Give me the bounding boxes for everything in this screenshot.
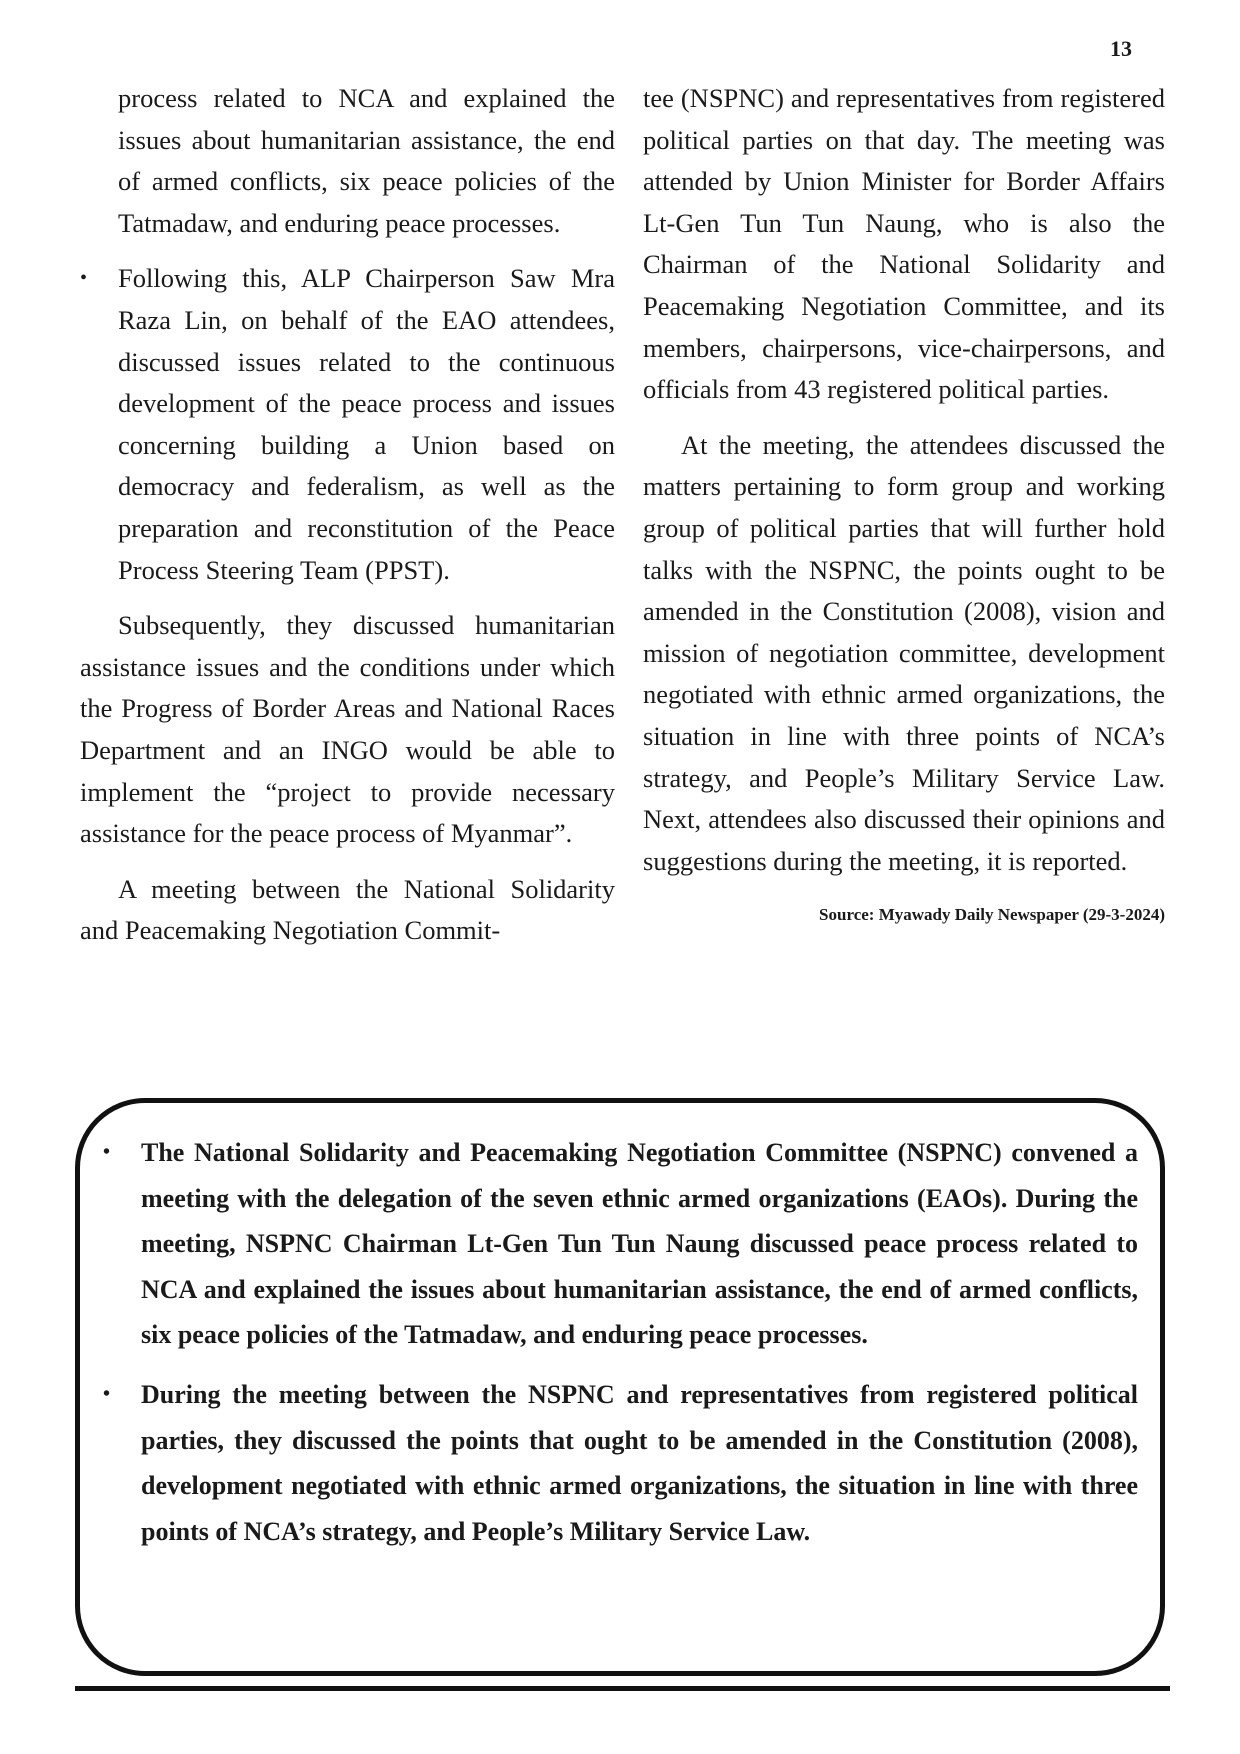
page-number: 13 [1110,36,1132,61]
body-paragraph: tee (NSPNC) and representatives from registered political parties on that day. The meeting was attended by Union Minister for Border Affairs Lt-Gen Tun Tun Naung, who is also the Chairman of the National Solidarity and Peacemaking Negotiation Committee, and its members, chairpersons, vice-chairpersons, and officials from 43 registered political parties. [643,83,1165,405]
summary-list-item [98,1130,1138,1358]
bullet-icon: • [103,1382,111,1405]
summary-item-text: During the meeting between the NSPNC and representatives from registered political parties, they discussed the points that ought to be amended in the Constitution (2008), development negotiated with ethnic armed organizations, the situation in line with three points of NCA’s strategy, and People’s Military Service Law. [141,1379,1138,1546]
summary-item-text: The National Solidarity and Peacemaking Negotiation Committee (NSPNC) convened a meeting with the delegation of the seven ethnic armed organizations (EAOs). During the meeting, NSPNC Chairman Lt-Gen Tun Tun Naung discussed peace process related to NCA and explained the issues about humanitarian assistance, the end of armed conflicts, six peace policies of the Tatmadaw, and enduring peace processes. [141,1138,1138,1350]
body-paragraph: Subsequently, they discussed humanitarian assistance issues and the conditions under which the Progress of Border Areas and National Races Department and an INGO would be able to implement the “project to provide necessary assistance for the peace process of Myanmar”. [80,610,615,849]
summary-list-item [98,1372,1138,1554]
continued-paragraph: process related to NCA and explained the issues about humanitarian assistance, the end of armed conflicts, six peace policies of the Tatmadaw, and enduring peace processes. [118,83,615,238]
source-citation: Source: Myawady Daily Newspaper (29-3-2024) [819,905,1165,925]
bullet-icon: • [80,267,88,290]
bullet-item [80,258,615,591]
body-paragraph: A meeting between the National Solidarity and Peacemaking Negotiation Commit- [80,873,615,946]
bottom-divider [75,1686,1170,1691]
left-column [80,78,615,966]
summary-box [98,1130,1138,1568]
bullet-icon: • [103,1141,111,1163]
right-column [643,78,1165,926]
body-paragraph: At the meeting, the attendees discussed the matters pertaining to form group and working group of political parties that will further hold talks with the NSPNC, the points ought to be amended in the Constitution (2008), vision and mission of negotiation committee, development negotiated with ethnic armed organizations, the situation in line with three points of NCA’s strategy, and People’s Military Service Law. Next, attendees also discussed their opinions and suggestions during the meeting, it is reported. [643,429,1165,876]
bullet-item-text: Following this, ALP Chairperson Saw Mra Raza Lin, on behalf of the EAO attendees, discussed issues related to the continuous development of the peace process and issues concerning building a Union based on democracy and federalism, as well as the preparation and reconstitution of the Peace Process Steering Team (PPST). [118,263,615,585]
